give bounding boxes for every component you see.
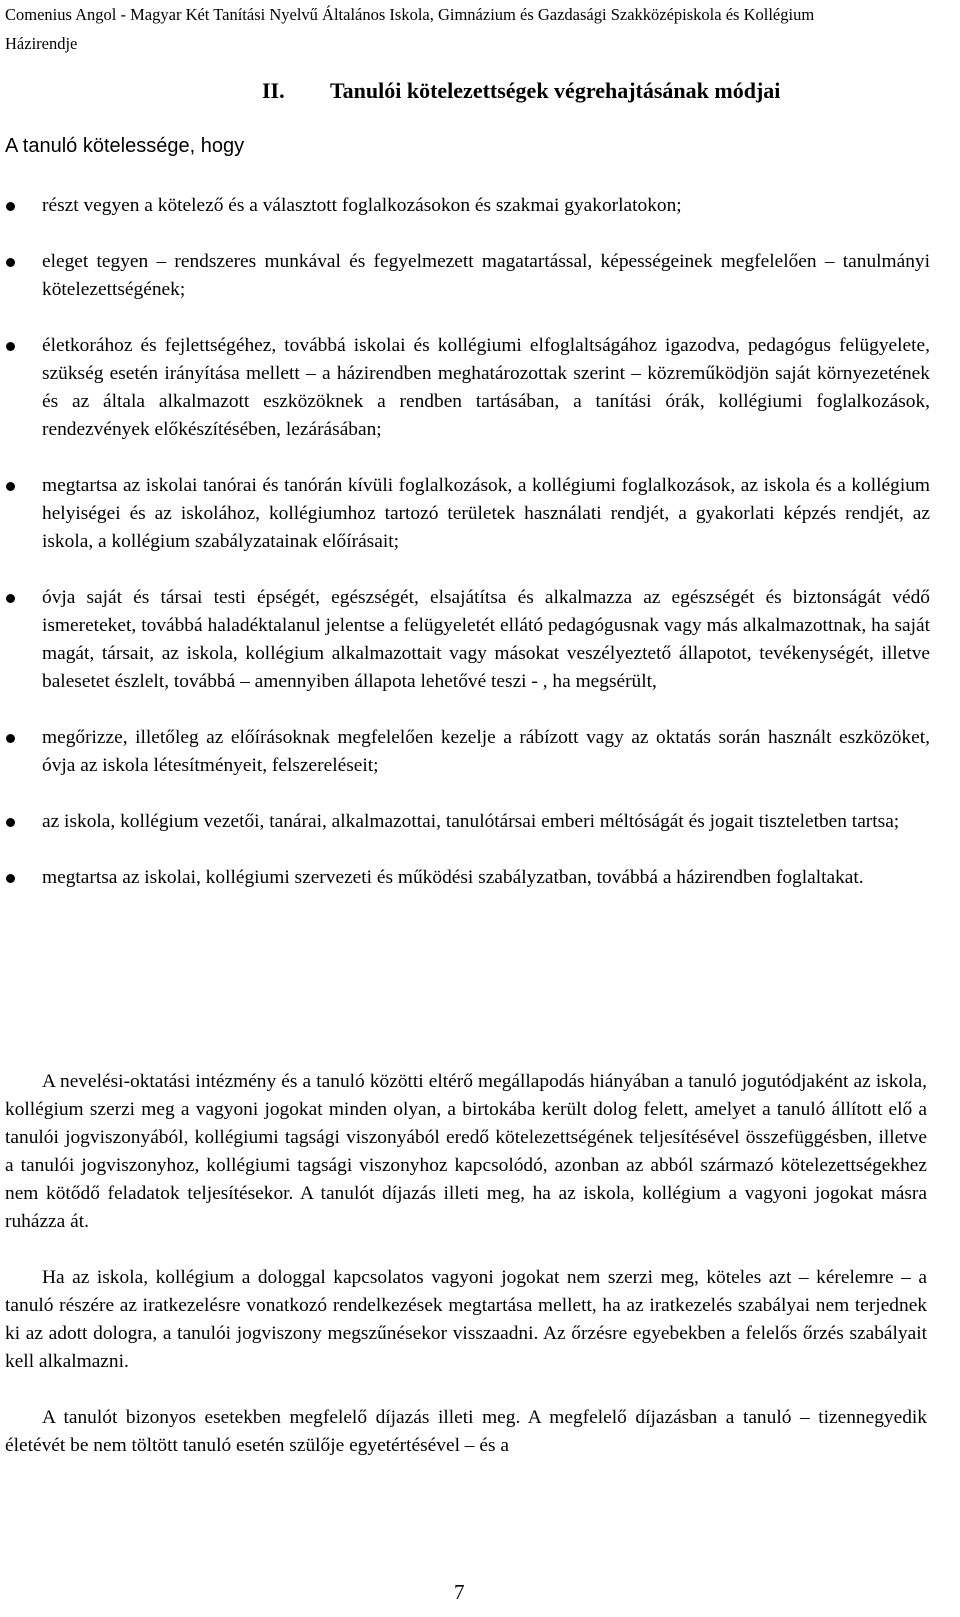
- bullet-icon: [6, 874, 15, 883]
- intro-text: A tanuló kötelessége, hogy: [5, 135, 245, 157]
- list-item-text: megtartsa az iskolai, kollégiumi szervezeti és működési szabályzatban, továbbá a házirendben foglaltakat.: [42, 867, 864, 888]
- list-item: [0, 192, 930, 220]
- list-item-text: életkorához és fejlettségéhez, továbbá iskolai és kollégiumi elfoglaltságához igazodva, pedagógus felügyelete, szükség esetén irányítása mellett – a házirendben meghatározottak szerint – közreműködjön saját környezetének és az általa alkalmazott eszközöknek a rendben tartásában, a tanítási órák, kollégiumi foglalkozások, rendezvények előkészítésében, lezárásában;: [42, 335, 930, 440]
- list-item-text: megőrizze, illetőleg az előírásoknak megfelelően kezelje a rábízott vagy az oktatás során használt eszközöket, óvja az iskola létesítményeit, felszereléseit;: [42, 727, 930, 776]
- list-item-text: óvja saját és társai testi épségét, egészségét, elsajátítsa és alkalmazza az egészségét és biztonságát védő ismereteket, továbbá haladéktalanul jelentse a felügyeletét ellátó pedagógusnak vagy más alkalmazottnak, ha saját magát, társait, az iskola, kollégium alkalmazottait vagy másokat veszélyeztető állapotot, tevékenységét, illetve balesetet észlelt, továbbá – amennyiben állapota lehetővé teszi - , ha megsérült,: [42, 587, 930, 692]
- list-item: [0, 248, 930, 304]
- obligations-list: [0, 192, 960, 892]
- list-item-text: megtartsa az iskolai tanórai és tanórán kívüli foglalkozások, a kollégiumi foglalkozások, az iskola és a kollégium helyiségei és az iskolához, kollégiumhoz tartozó területek használati rendjét, a gyakorlati képzés rendjét, az iskola, a kollégium szabályzatainak előírásait;: [42, 475, 930, 552]
- body-paragraphs: [5, 1068, 927, 1460]
- bullet-icon: [6, 482, 15, 491]
- list-item: [0, 808, 930, 836]
- bullet-icon: [6, 202, 15, 211]
- section-number: II.: [262, 78, 285, 103]
- list-item: [0, 472, 930, 556]
- bullet-icon: [6, 734, 15, 743]
- bullet-icon: [6, 818, 15, 827]
- paragraph-remuneration: A tanulót bizonyos esetekben megfelelő díjazás illeti meg. A megfelelő díjazásban a tanuló – tizennegyedik életévét be nem töltött tanuló esetén szülője egyetértésével – és a: [5, 1407, 927, 1456]
- list-item: [0, 724, 930, 780]
- list-item-text: részt vegyen a kötelező és a választott foglalkozásokon és szakmai gyakorlatokon;: [42, 195, 682, 216]
- running-header-document: Házirendje: [5, 34, 78, 53]
- bullet-icon: [6, 594, 15, 603]
- page-number: 7: [454, 1580, 465, 1604]
- list-item-text: az iskola, kollégium vezetői, tanárai, alkalmazottai, tanulótársai emberi méltóságát és jogait tiszteletben tartsa;: [42, 811, 900, 832]
- list-item: [0, 584, 930, 696]
- bullet-icon: [6, 258, 15, 267]
- bullet-icon: [6, 342, 15, 351]
- section-title: Tanulói kötelezettségek végrehajtásának módjai: [330, 78, 781, 103]
- list-item: [0, 332, 930, 444]
- running-header-school: Comenius Angol - Magyar Két Tanítási Nyelvű Általános Iskola, Gimnázium és Gazdasági Szakközépiskola és Kollégium: [5, 5, 815, 24]
- paragraph-return-of-items: Ha az iskola, kollégium a dologgal kapcsolatos vagyoni jogokat nem szerzi meg, köteles azt – kérelemre – a tanuló részére az iratkezelésre vonatkozó rendelkezések megtartása mellett, ha az iratkezelés szabályai nem terjednek ki az adott dologra, a tanulói jogviszony megszűnésekor visszaadni. Az őrzésre egyebekben a felelős őrzés szabályait kell alkalmazni.: [5, 1267, 927, 1372]
- section-heading: [262, 77, 780, 105]
- list-item-text: eleget tegyen – rendszeres munkával és fegyelmezett magatartással, képességeinek megfelelően – tanulmányi kötelezettségének;: [42, 251, 930, 300]
- paragraph-property-rights: A nevelési-oktatási intézmény és a tanuló közötti eltérő megállapodás hiányában a tanuló jogutódjaként az iskola, kollégium szerzi meg a vagyoni jogokat minden olyan, a birtokába került dolog felett, amelyet a tanuló állított elő a tanulói jogviszonyából, kollégiumi tagsági viszonyából eredő kötelezettségének teljesítésével összefüggésben, illetve a tanulói jogviszonyhoz, kollégiumi tagsági viszonyhoz kapcsolódó, azonban az abból származó kötelezettségekhez nem kötődő feladatok teljesítésekor. A tanulót díjazás illeti meg, ha az iskola, kollégium a vagyoni jogokat másra ruházza át.: [5, 1071, 927, 1232]
- list-item: [0, 864, 930, 892]
